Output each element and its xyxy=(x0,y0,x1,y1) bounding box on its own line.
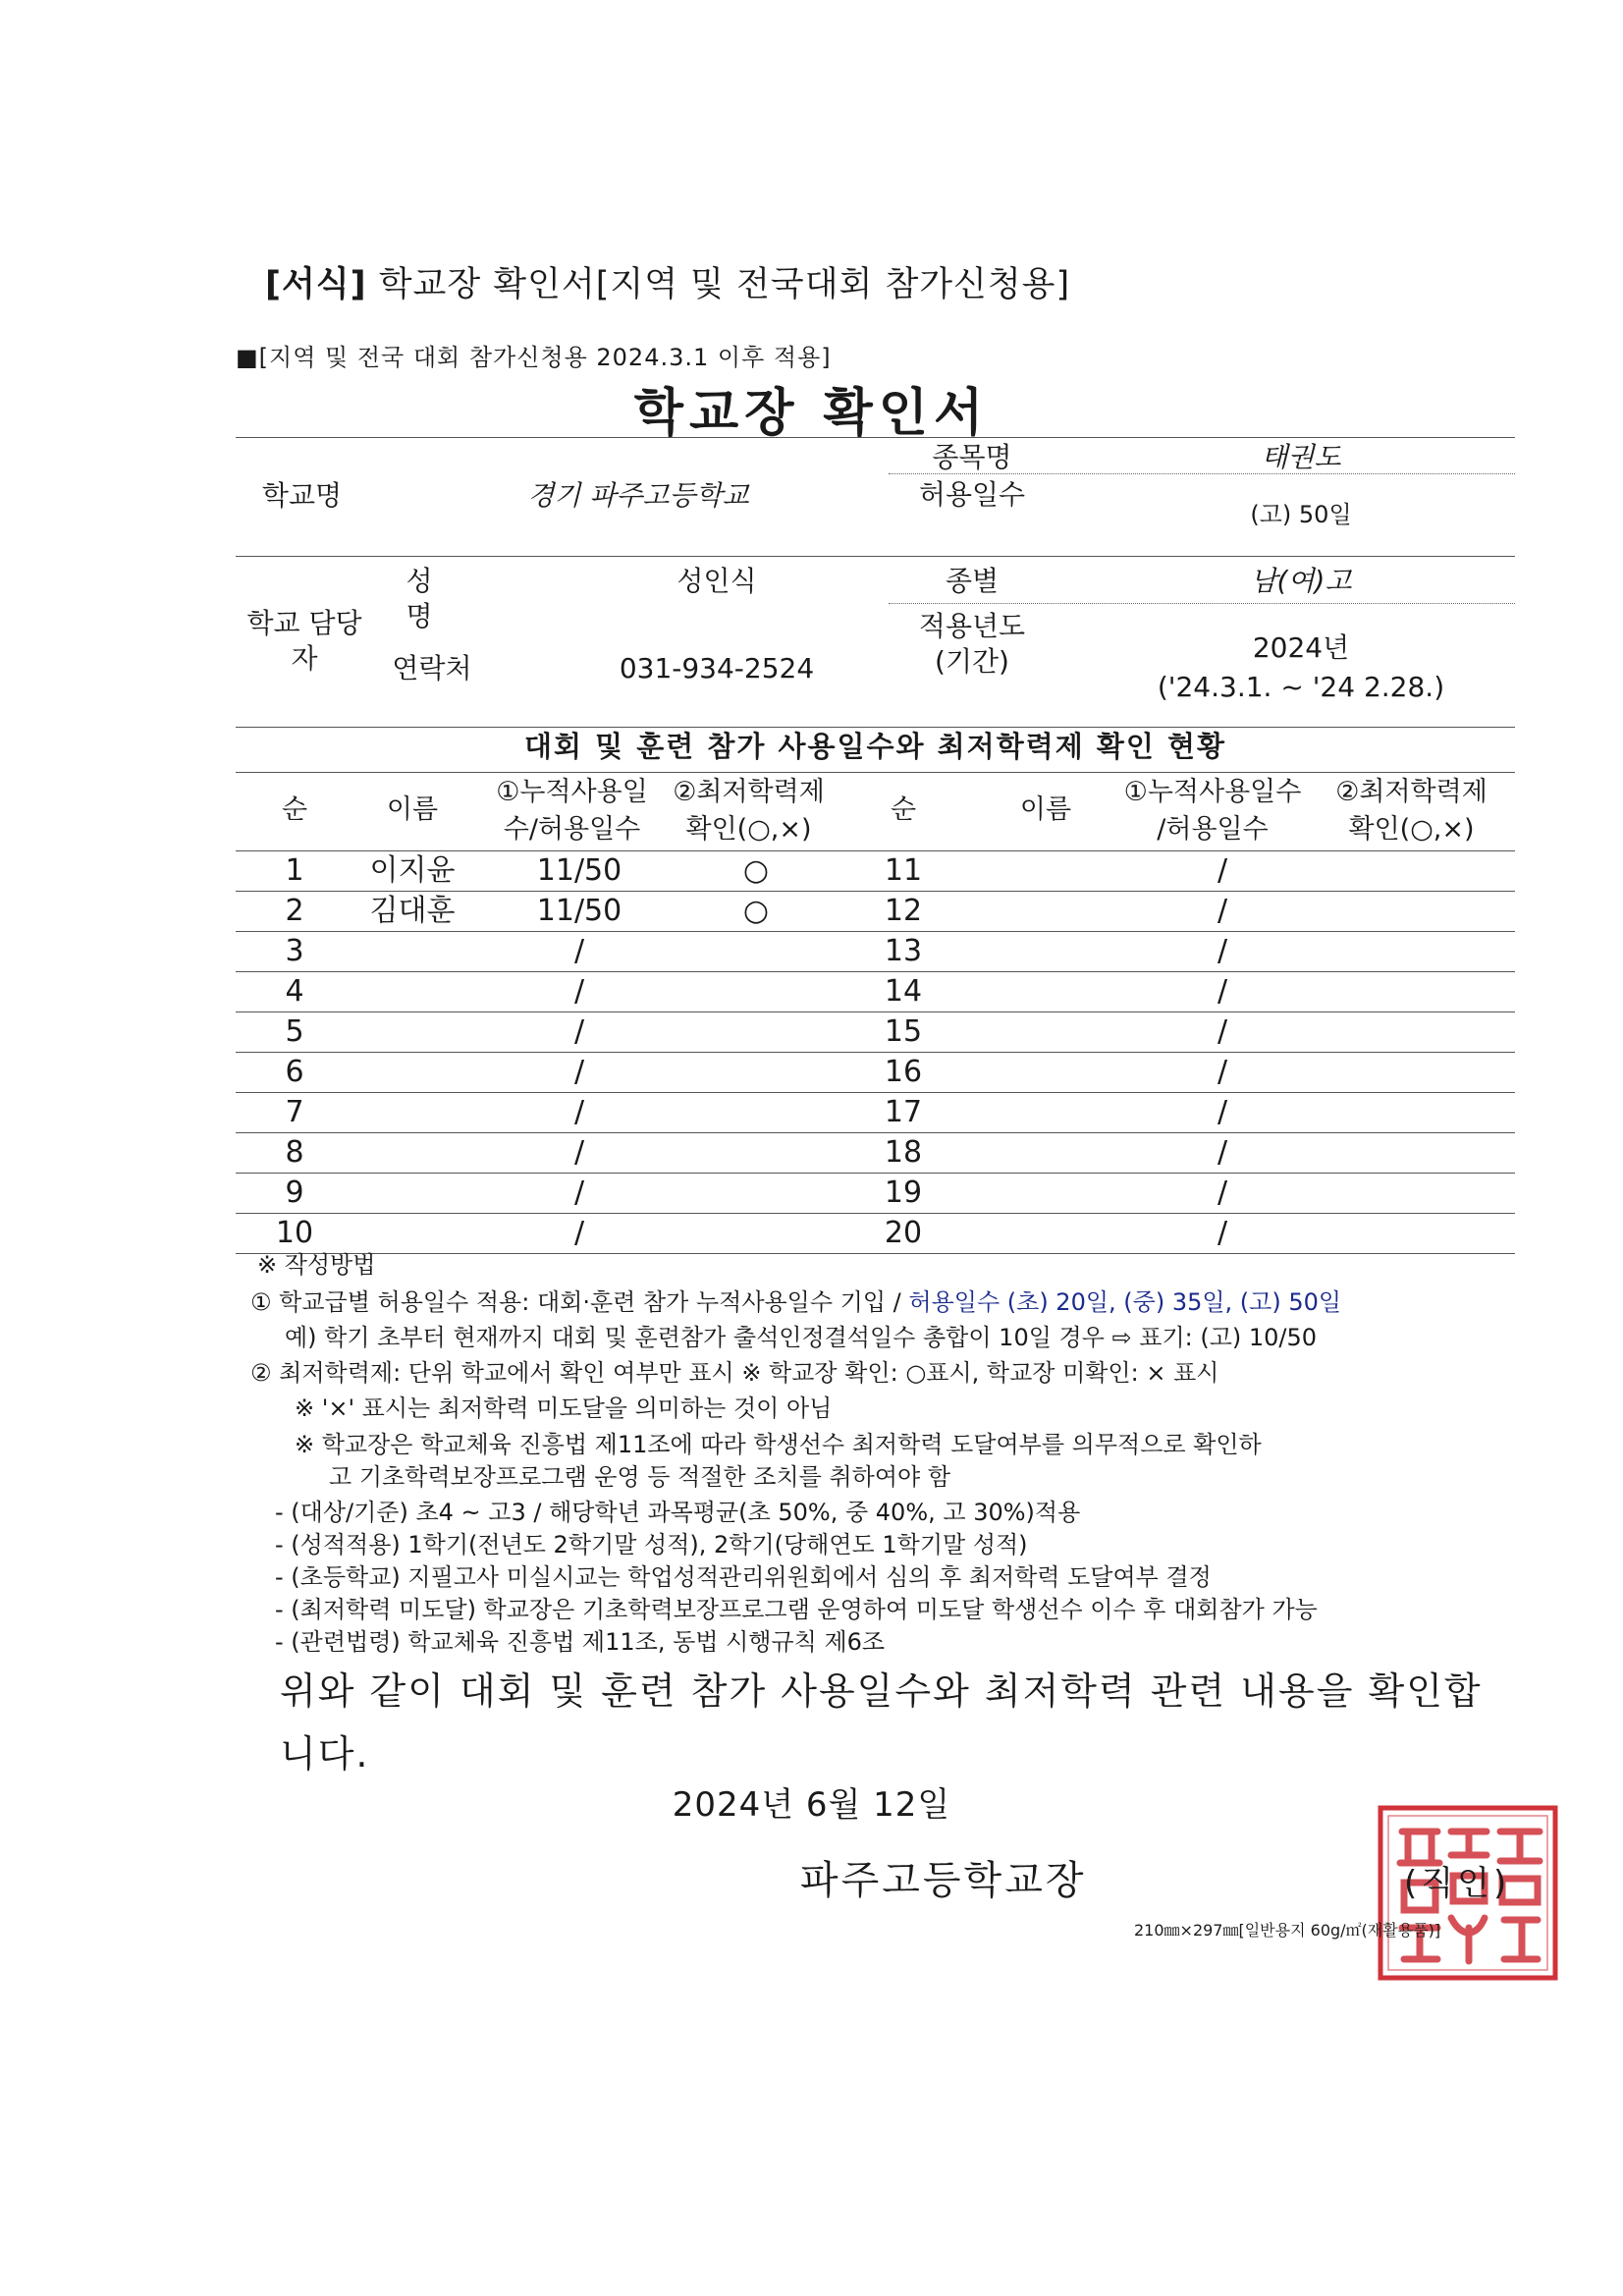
info-divider xyxy=(236,556,1515,557)
row-no: 9 xyxy=(285,1175,304,1210)
row-usage: 11/50 xyxy=(536,894,622,928)
row-divider xyxy=(236,931,1515,932)
subtitle: ■[지역 및 전국 대회 참가신청용 2024.3.1 이후 적용] xyxy=(236,344,832,371)
row-no: 13 xyxy=(884,934,923,968)
row-no: 4 xyxy=(285,974,304,1009)
row-usage: / xyxy=(573,1216,585,1250)
table-header-border xyxy=(236,850,1515,851)
row-no: 10 xyxy=(275,1216,314,1250)
sport-value: 태권도 xyxy=(1261,441,1341,473)
name-value: 성인식 xyxy=(676,565,757,597)
row-no: 18 xyxy=(884,1135,923,1170)
header-usage-line: ①누적사용일수 xyxy=(1123,777,1302,807)
note-line: ※ 학교장은 학교체육 진흥법 제11조에 따라 학생선수 최저학력 도달여부를 의무적으로 확인하 xyxy=(295,1431,1262,1458)
row-divider xyxy=(236,1011,1515,1012)
allowed-value: (고) 50일 xyxy=(1250,501,1352,528)
note-line: - (관련법령) 학교체육 진흥법 제11조, 동법 시행규칙 제6조 xyxy=(275,1628,886,1656)
row-divider xyxy=(236,1253,1515,1254)
note-line: - (대상/기준) 초4 ~ 고3 / 해당학년 과목평균(초 50%, 중 40%, 고 30%)적용 xyxy=(275,1499,1081,1526)
row-usage: / xyxy=(573,974,585,1009)
row-divider xyxy=(236,1213,1515,1214)
header-check-line: 확인(○,×) xyxy=(1348,814,1475,845)
header-check-line: ②최저학력제 xyxy=(1335,777,1488,807)
header-check xyxy=(658,774,839,848)
note-line: - (최저학력 미도달) 학교장은 기초학력보장프로그램 운영하여 미도달 학생선수 이수 후 대회참가 가능 xyxy=(275,1596,1318,1623)
contact-label: 연락처 xyxy=(392,652,472,684)
header-check-line: ②최저학력제 xyxy=(673,777,825,807)
row-no: 15 xyxy=(884,1014,923,1049)
row-usage: / xyxy=(573,1135,585,1170)
row-usage: / xyxy=(1217,1175,1228,1210)
info-top-border xyxy=(236,437,1515,438)
row-no: 19 xyxy=(884,1175,923,1210)
row-no: 8 xyxy=(285,1135,304,1170)
notes-heading: ※ 작성방법 xyxy=(257,1251,376,1279)
row-usage: / xyxy=(573,1095,585,1129)
row-divider xyxy=(236,1132,1515,1133)
row-divider xyxy=(236,891,1515,892)
seal-label: (직인) xyxy=(1404,1864,1511,1903)
row-no: 3 xyxy=(285,934,304,968)
row-usage: / xyxy=(573,1175,585,1210)
note-highlight: 허용일수 (초) 20일, (중) 35일, (고) 50일 xyxy=(908,1288,1342,1316)
row-no: 12 xyxy=(884,894,923,928)
header-usage xyxy=(481,774,663,848)
page-title: 학교장 확인서 xyxy=(633,384,990,443)
form-title-text: 학교장 확인서[지역 및 전국대회 참가신청용] xyxy=(366,265,1071,304)
table-top-border xyxy=(236,772,1515,773)
row-no: 16 xyxy=(884,1055,923,1089)
header-usage-right xyxy=(1109,774,1316,848)
row-usage: / xyxy=(573,934,585,968)
header-usage-line: ①누적사용일 xyxy=(496,777,648,807)
row-no: 20 xyxy=(884,1216,923,1250)
issue-date: 2024년 6월 12일 xyxy=(672,1785,951,1825)
row-check: ○ xyxy=(742,853,770,888)
row-name: 김대훈 xyxy=(369,894,456,928)
header-name-right: 이름 xyxy=(1019,794,1072,825)
school-label: 학교명 xyxy=(261,479,343,512)
header-name: 이름 xyxy=(386,794,439,825)
note-line: - (초등학교) 지필고사 미실시교는 학업성적관리위원회에서 심의 후 최저학력 도달여부 결정 xyxy=(275,1563,1212,1591)
row-usage: / xyxy=(573,1014,585,1049)
info-divider xyxy=(889,603,1515,604)
form-title-bracket: [서식] xyxy=(265,265,367,304)
period-year: 2024년 xyxy=(1252,631,1350,664)
name-label: 성 명 xyxy=(406,565,449,632)
row-usage: / xyxy=(1217,934,1228,968)
header-usage-line: 수/허용일수 xyxy=(503,814,641,845)
paper-spec: 210㎜×297㎜[일반용지 60g/㎡(재활용품)] xyxy=(1134,1921,1441,1940)
row-no: 14 xyxy=(884,974,923,1009)
row-check: ○ xyxy=(742,894,770,928)
allowed-label: 허용일수 xyxy=(918,478,1026,511)
row-divider xyxy=(236,1092,1515,1093)
manager-label: 학교 담당자 xyxy=(246,607,362,675)
gender-value: 남(여)고 xyxy=(1250,565,1352,597)
header-check-right xyxy=(1316,774,1507,848)
row-no: 6 xyxy=(285,1055,304,1089)
note-line xyxy=(250,1286,1341,1319)
period-label: 적용년도 (기간) xyxy=(918,610,1026,678)
row-no: 17 xyxy=(884,1095,923,1129)
note-text: ① 학교급별 허용일수 적용: 대회·훈련 참가 누적사용일수 기입 / xyxy=(250,1288,909,1316)
row-usage: / xyxy=(1217,1135,1228,1170)
note-line: 고 기초학력보장프로그램 운영 등 적절한 조치를 취하여야 함 xyxy=(329,1463,951,1491)
contact-value: 031-934-2524 xyxy=(619,652,815,684)
row-usage: / xyxy=(573,1055,585,1089)
row-usage: / xyxy=(1217,1014,1228,1049)
row-usage: / xyxy=(1217,974,1228,1009)
note-line: ※ '×' 표시는 최저학력 미도달을 의미하는 것이 아님 xyxy=(295,1394,833,1422)
note-line: ② 최저학력제: 단위 학교에서 확인 여부만 표시 ※ 학교장 확인: ○표시, 학교장 미확인: × 표시 xyxy=(250,1359,1219,1387)
row-usage: 11/50 xyxy=(536,853,622,888)
row-usage: / xyxy=(1217,1216,1228,1250)
school-value: 경기 파주고등학교 xyxy=(527,479,749,512)
row-no: 5 xyxy=(285,1014,304,1049)
note-line: 예) 학기 초부터 현재까지 대회 및 훈련참가 출석인정결석일수 총합이 10일 경우 ⇨ 표기: (고) 10/50 xyxy=(285,1324,1318,1351)
row-usage: / xyxy=(1217,853,1228,888)
row-divider xyxy=(236,1052,1515,1053)
sport-label: 종목명 xyxy=(932,441,1012,473)
row-no: 11 xyxy=(884,853,923,888)
row-usage: / xyxy=(1217,1055,1228,1089)
row-no: 2 xyxy=(285,894,304,928)
confirmation-text: 위와 같이 대회 및 훈련 참가 사용일수와 최저학력 관련 내용을 확인합니다. xyxy=(280,1669,1483,1776)
header-check-line: 확인(○,×) xyxy=(685,814,812,845)
header-no-right: 순 xyxy=(890,794,917,825)
row-no: 7 xyxy=(285,1095,304,1129)
row-usage: / xyxy=(1217,1095,1228,1129)
header-no: 순 xyxy=(281,794,308,825)
row-divider xyxy=(236,1173,1515,1174)
period-range: ('24.3.1. ~ '24 2.28.) xyxy=(1157,671,1445,703)
gender-label: 종별 xyxy=(945,565,1000,597)
row-usage: / xyxy=(1217,894,1228,928)
header-usage-line: /허용일수 xyxy=(1157,814,1269,845)
row-name: 이지윤 xyxy=(369,853,456,888)
form-title xyxy=(265,257,1070,306)
section-title: 대회 및 훈련 참가 사용일수와 최저학력제 확인 현황 xyxy=(524,730,1226,763)
note-line: - (성적적용) 1학기(전년도 2학기말 성적), 2학기(당해연도 1학기말 성적) xyxy=(275,1531,1028,1558)
principal-name: 파주고등학교장 xyxy=(800,1858,1087,1903)
row-divider xyxy=(236,971,1515,972)
row-no: 1 xyxy=(285,853,304,888)
